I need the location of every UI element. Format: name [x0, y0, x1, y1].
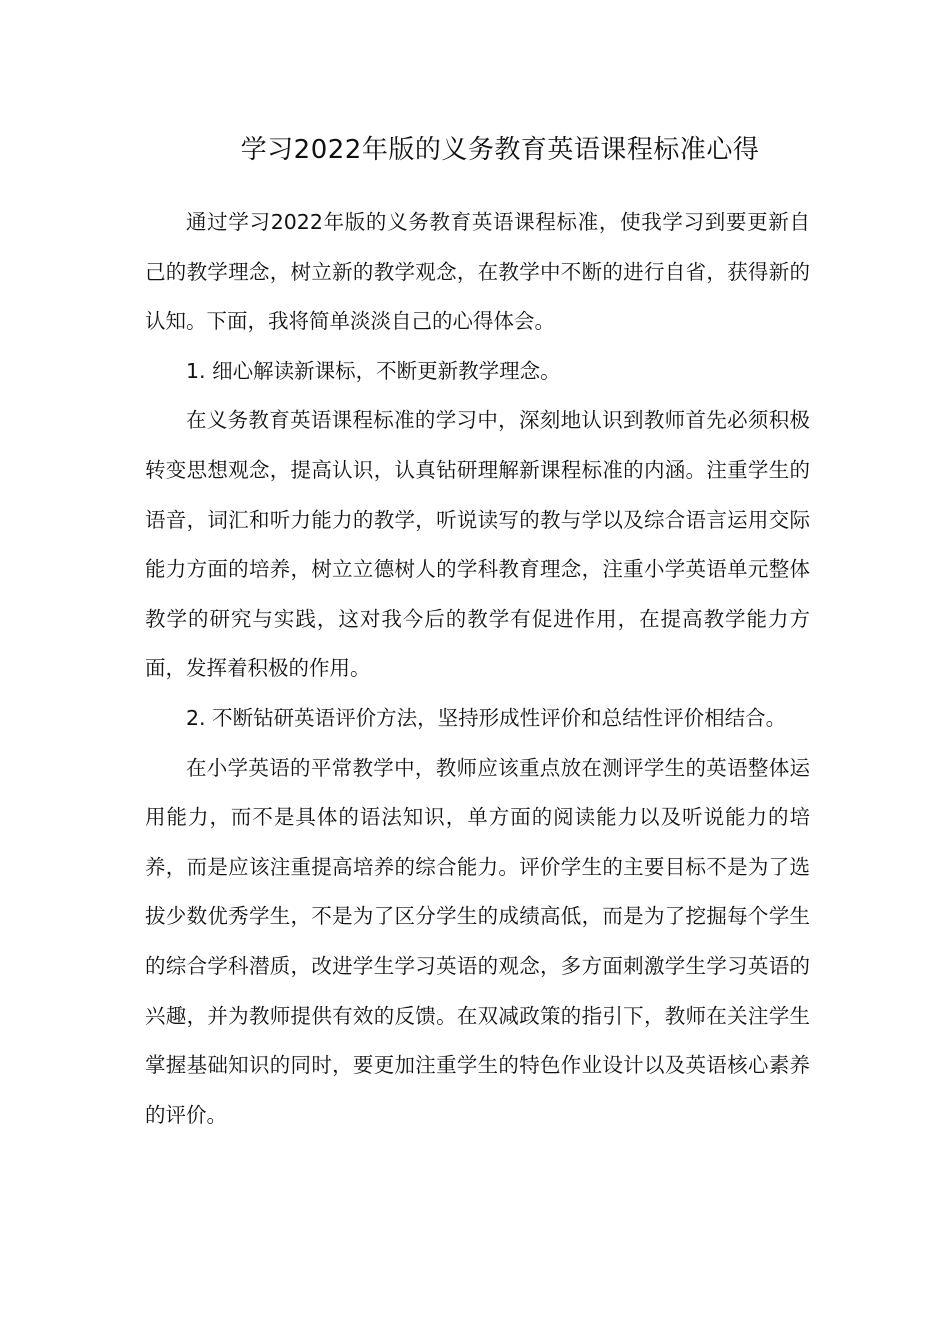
- section-heading-1: 1. 细心解读新课标，不断更新教学理念。: [186, 358, 561, 383]
- document-body: [145, 198, 810, 1140]
- section-heading-2: 2. 不断钻研英语评价方法，坚持形成性评价和总结性评价相结合。: [186, 705, 787, 730]
- document-title: 学习2022年版的义务教育英语课程标准心得: [240, 135, 760, 165]
- paragraph-intro: 通过学习2022年版的义务教育英语课程标准，使我学习到要更新自己的教学理念，树立新的教学观念，在教学中不断的进行自省，获得新的认知。下面，我将简单淡淡自己的心得体会。: [145, 210, 810, 334]
- paragraph-section-2: 在小学英语的平常教学中，教师应该重点放在测评学生的英语整体运用能力，而不是具体的语法知识，单方面的阅读能力以及听说能力的培养，而是应该注重提高培养的综合能力。评价学生的主要目标不是为了选拔少数优秀学生，不是为了区分学生的成绩高低，而是为了挖掘每个学生的综合学科潜质，改进学生学习英语的观念，多方面刺激学生学习英语的兴趣，并为教师提供有效的反馈。在双减政策的指引下，教师在关注学生掌握基础知识的同时，要更加注重学生的特色作业设计以及英语核心素养的评价。: [145, 755, 810, 1127]
- paragraph-section-1: 在义务教育英语课程标准的学习中，深刻地认识到教师首先必须积极转变思想观念，提高认识，认真钻研理解新课程标准的内涵。注重学生的语音，词汇和听力能力的教学，听说读写的教与学以及综合语言运用交际能力方面的培养，树立立德树人的学科教育理念，注重小学英语单元整体教学的研究与实践，这对我今后的教学有促进作用，在提高教学能力方面，发挥着积极的作用。: [145, 408, 810, 681]
